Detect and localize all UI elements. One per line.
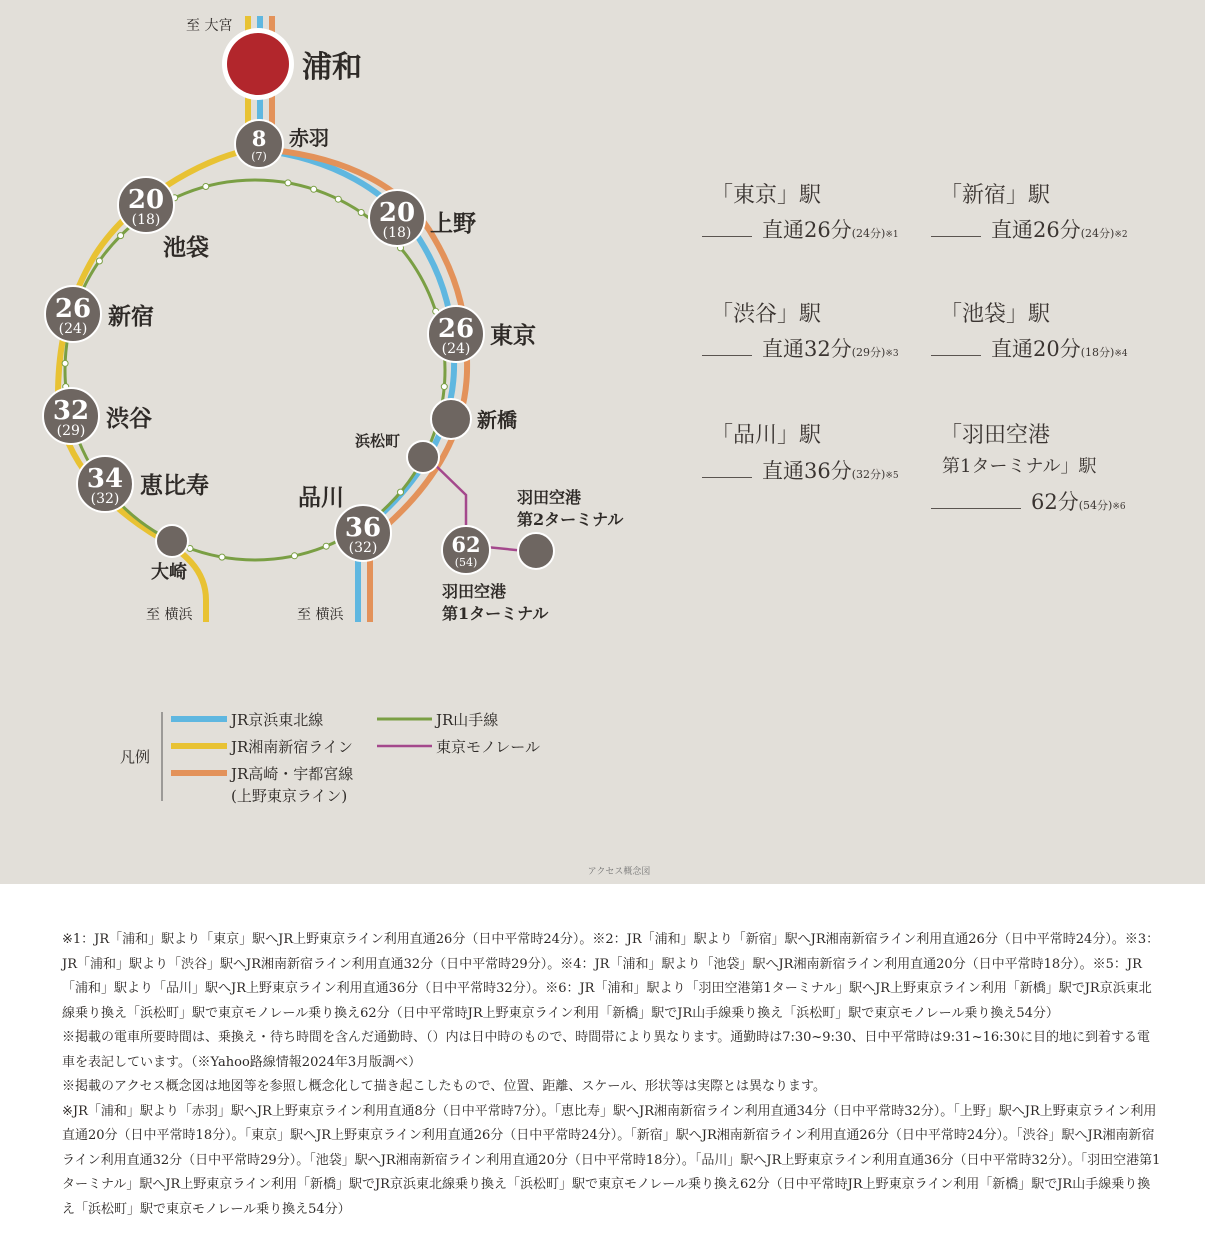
footnote-3: ※掲載のアクセス概念図は地図等を参照し概念化して描き起こしたもので、位置、距離、スケール、形状等は実際とは異なります。 — [62, 1079, 827, 1094]
time-offpeak: (32分) — [851, 468, 886, 481]
legend — [120, 711, 540, 805]
legend-takasaki-label-2: (上野東京ライン) — [231, 787, 348, 805]
hamamatsucho-label: 浜松町 — [355, 432, 401, 450]
ebisu-label: 恵比寿 — [140, 472, 209, 499]
minor-station-dot — [118, 233, 124, 239]
time-note: ※6 — [1112, 502, 1126, 512]
time-station-tokyo: 「東京」駅 — [711, 183, 822, 208]
minor-station-dot — [292, 553, 298, 559]
ikebukuro-minutes: 20 — [127, 185, 165, 215]
time-value-haneda — [1031, 486, 1126, 516]
shinjuku-minutes: 26 — [54, 294, 92, 324]
time-label: 直通26分 — [991, 218, 1081, 242]
direction-yokohama-left: 至 横浜 — [146, 607, 193, 623]
hamamatsucho-marker — [407, 441, 439, 473]
time-label: 直通36分 — [762, 459, 852, 483]
akabane-minutes: 8 — [251, 126, 267, 151]
time-label: 62分 — [1031, 490, 1079, 514]
shibuya-offpeak: (29) — [56, 423, 86, 439]
time-rule — [702, 236, 752, 237]
minor-station-dot — [62, 360, 68, 366]
time-offpeak: (24分) — [851, 227, 886, 240]
minor-station-dot — [323, 543, 329, 549]
shinagawa-minutes: 36 — [344, 513, 382, 543]
time-offpeak: (24分) — [1080, 227, 1115, 240]
time-station-haneda-1: 「羽田空港 — [940, 423, 1051, 448]
osaki-marker — [156, 525, 188, 557]
footnote-2: ※掲載の電車所要時間は、乗換え・待ち時間を含んだ通勤時、（）内は日中時のもので、時間帯により異なります。通勤時は7:30~9:30、日中平常時は9:31~16:30に目的地に到着する電車を表記しています。（※Yahoo路線情報2024年3月版調べ） — [62, 1030, 1151, 1070]
shinjuku-label: 新宿 — [108, 303, 154, 330]
legend-monorail-label: 東京モノレール — [436, 738, 540, 756]
ikebukuro-label: 池袋 — [163, 234, 209, 261]
time-rule — [931, 355, 981, 356]
urawa-marker — [227, 33, 289, 95]
time-rule — [702, 355, 752, 356]
time-station-shinjuku: 「新宿」駅 — [940, 183, 1051, 208]
minor-station-dot — [96, 258, 102, 264]
time-station-shinagawa: 「品川」駅 — [711, 423, 822, 448]
time-rule — [931, 508, 1021, 509]
ikebukuro-offpeak: (18) — [131, 212, 161, 228]
time-station-haneda-2: 第1ターミナル」駅 — [942, 456, 1097, 477]
time-value-tokyo — [762, 214, 899, 244]
time-rule — [702, 477, 752, 478]
time-value-shinjuku — [991, 214, 1128, 244]
time-label: 直通20分 — [991, 337, 1081, 361]
haneda-t1-minutes: 62 — [451, 532, 481, 557]
footnote-1: ※1：JR「浦和」駅より「東京」駅へJR上野東京ライン利用直通26分（日中平常時24分）。※2：JR「浦和」駅より「新宿」駅へJR湘南新宿ライン利用直通26分（日中平常時24分）。※3：JR「浦和」駅より「渋谷」駅へJR湘南新宿ライン利用直通32分（日中平常時29分）。※4：JR「浦和」駅より「池袋」駅へJR湘南新宿ライン利用直通20分（日中平常時18分）。※5：JR「浦和」駅より「品川」駅へJR上野東京ライン利用直通36分（日中平常時32分）。※6：JR「浦和」駅より「羽田空港第1ターミナル」駅へJR上野東京ライン利用「新橋」駅でJR京浜東北線乗り換え「浜松町」駅で東京モノレール乗り換え62分（日中平常時JR上野東京ライン利用「新橋」駅でJR山手線乗り換え「浜松町」駅で東京モノレール乗り換え54分） — [62, 932, 1160, 1021]
direction-yokohama-right: 至 横浜 — [297, 607, 344, 623]
minor-station-dot — [219, 554, 225, 560]
shinagawa-offpeak: (32) — [348, 540, 378, 556]
legend-title: 凡例 — [120, 748, 151, 766]
akabane-offpeak: (7) — [251, 150, 267, 163]
akabane-label: 赤羽 — [289, 126, 329, 150]
shimbashi-label: 新橋 — [477, 408, 517, 432]
time-label: 直通26分 — [762, 218, 852, 242]
shibuya-minutes: 32 — [52, 396, 90, 426]
haneda-t1-label-1: 羽田空港 — [442, 582, 507, 601]
minor-station-dot — [203, 184, 209, 190]
shimbashi-marker — [431, 399, 471, 439]
minor-station-dot — [285, 180, 291, 186]
osaki-label: 大崎 — [151, 562, 187, 583]
ebisu-offpeak: (32) — [90, 491, 120, 507]
tokyo-offpeak: (24) — [441, 341, 471, 357]
time-value-shinagawa — [762, 455, 899, 485]
haneda-t1-label-2: 第1ターミナル — [442, 604, 549, 623]
time-offpeak: (29分) — [851, 346, 886, 359]
legend-yamanote-label: JR山手線 — [436, 711, 499, 729]
time-value-shibuya — [762, 333, 899, 363]
minor-station-dot — [335, 196, 341, 202]
ebisu-minutes: 34 — [86, 464, 124, 494]
legend-keihin-label: JR京浜東北線 — [231, 711, 324, 729]
urawa-label: 浦和 — [302, 50, 362, 85]
minor-station-dot — [358, 210, 364, 216]
timed-station-nodes — [43, 120, 536, 574]
minor-station-dot — [398, 489, 404, 495]
time-note: ※4 — [1114, 349, 1128, 359]
time-rule — [931, 236, 981, 237]
ueno-label: 上野 — [430, 210, 476, 237]
time-offpeak: (18分) — [1080, 346, 1115, 359]
footnote-4: ※JR「浦和」駅より「赤羽」駅へJR上野東京ライン利用直通8分（日中平常時7分）。「恵比寿」駅へJR湘南新宿ライン利用直通34分（日中平常時32分）。「上野」駅へJR上野東京ライン利用直通20分（日中平常時18分）。「東京」駅へJR上野東京ライン利用直通26分（日中平常時24分）。「新宿」駅へJR湘南新宿ライン利用直通26分（日中平常時24分）。「渋谷」駅へJR湘南新宿ライン利用直通32分（日中平常時29分）。「池袋」駅へJR湘南新宿ライン利用直通20分（日中平常時18分）。「品川」駅へJR上野東京ライン利用直通36分（日中平常時32分）。「羽田空港第1ターミナル」駅へJR上野東京ライン利用「新橋」駅でJR京浜東北線乗り換え「浜松町」駅で東京モノレール乗り換え62分（日中平常時JR上野東京ライン利用「新橋」駅でJR山手線乗り換え「浜松町」駅で東京モノレール乗り換え54分） — [62, 1103, 1161, 1217]
time-label: 直通32分 — [762, 337, 852, 361]
shinagawa-label: 品川 — [298, 484, 344, 511]
haneda-t1-offpeak: (54) — [454, 556, 478, 569]
direction-omiya: 至 大宮 — [186, 18, 233, 34]
diagram-caption: アクセス概念図 — [587, 867, 651, 877]
minor-station-dot — [441, 384, 447, 390]
haneda-t2-marker — [518, 533, 554, 569]
legend-takasaki-label-1: JR高崎・宇都宮線 — [231, 765, 354, 783]
ueno-offpeak: (18) — [382, 225, 412, 241]
time-note: ※2 — [1114, 230, 1128, 240]
shinjuku-offpeak: (24) — [58, 321, 88, 337]
time-offpeak: (54分) — [1078, 499, 1113, 512]
time-note: ※1 — [885, 230, 899, 240]
time-note: ※5 — [885, 471, 899, 481]
tokyo-label: 東京 — [490, 322, 536, 349]
minor-station-dot — [311, 186, 317, 192]
time-value-ikebukuro — [991, 333, 1128, 363]
ueno-minutes: 20 — [378, 198, 416, 228]
footnotes — [62, 928, 1162, 1222]
shibuya-label: 渋谷 — [106, 405, 152, 432]
tokyo-minutes: 26 — [437, 314, 475, 344]
haneda-t2-label-2: 第2ターミナル — [517, 510, 624, 529]
time-note: ※3 — [885, 349, 899, 359]
time-station-ikebukuro: 「池袋」駅 — [940, 302, 1051, 327]
haneda-t2-label-1: 羽田空港 — [517, 488, 582, 507]
legend-shonan-label: JR湘南新宿ライン — [231, 738, 353, 756]
time-station-shibuya: 「渋谷」駅 — [711, 302, 822, 327]
